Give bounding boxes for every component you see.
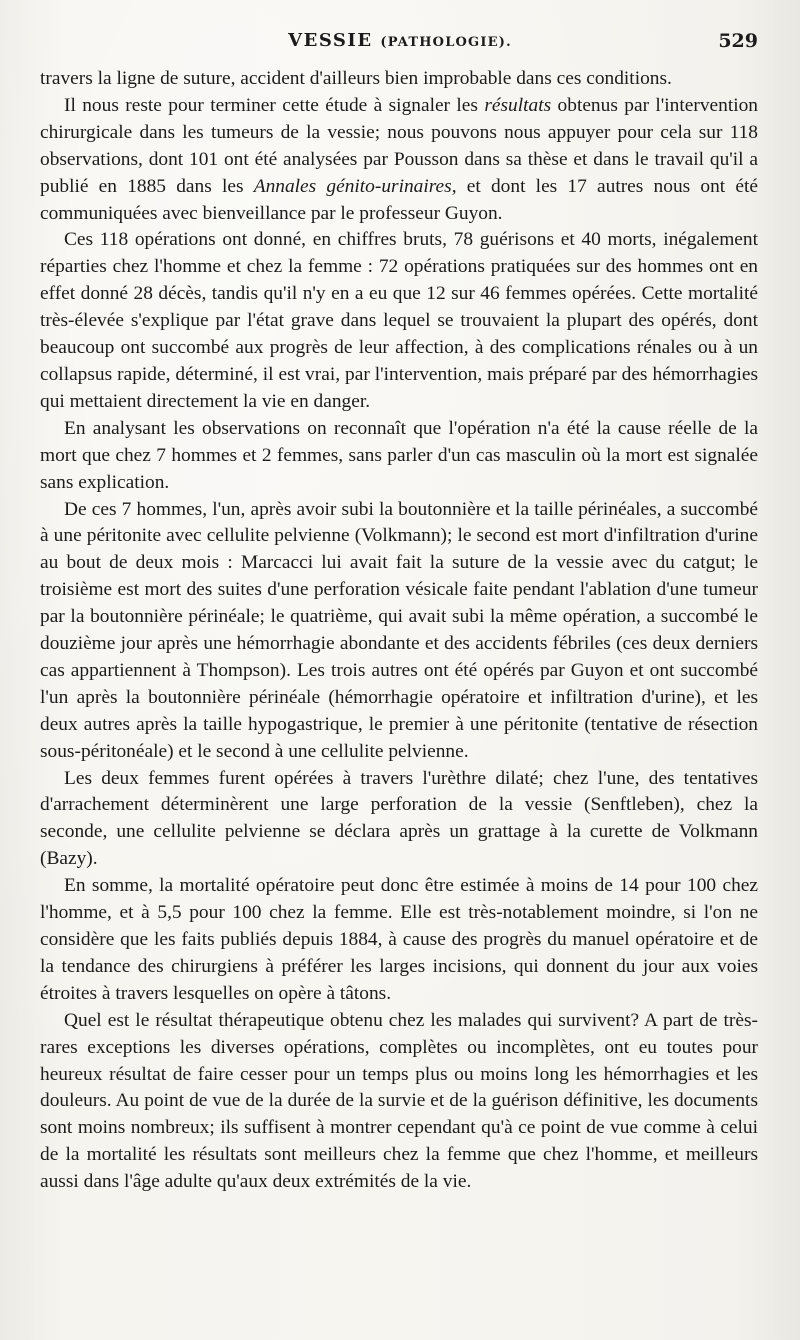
paragraph-text: Il nous reste pour terminer cette étude à signaler les	[64, 94, 485, 116]
paragraph-results-intro	[40, 93, 758, 228]
paragraph-therapeutic-result: Quel est le résultat thérapeutique obtenu chez les malades qui survivent? A part de très-rares exceptions les diverses opérations, complètes ou incomplètes, ont eu toutes pour heureux résultat de faire cesser pour un temps plus ou moins long les hémorrhagies et les douleurs. Au point de vue de la durée de la survie et de la guérison définitive, les documents sont moins nombreux; ils suffisent à montrer cependant qu'à ce point de vue comme à celui de la mortalité les résultats sont meilleurs chez la femme que chez l'homme, et meilleurs aussi dans l'âge adulte qu'aux deux extrémités de la vie.	[40, 1009, 758, 1193]
running-title	[40, 30, 760, 51]
paragraph-continuation: travers la ligne de suture, accident d'ailleurs bien improbable dans ces conditions.	[40, 68, 672, 89]
paragraph-mortality-raw: Ces 118 opérations ont donné, en chiffres bruts, 78 guérisons et 40 morts, inégalement réparties chez l'homme et chez la femme : 72 opérations pratiquées sur des hommes ont en effet donné 28 décès, tandis qu'il n'y en a eu que 12 sur 46 femmes opérées. Cette mortalité très-élevée s'explique par l'état grave dans lequel se trouvaient la plupart des opérés, dont beaucoup ont succombé aux progrès de leur affection, à des complications rénales ou à un collapsus rapide, déterminé, il est vrai, par l'intervention, mais préparé par des hémorrhagies qui mettaient directement la vie en danger.	[40, 229, 758, 412]
paragraph-seven-men: De ces 7 hommes, l'un, après avoir subi la boutonnière et la taille périnéales, a succombé à une péritonite avec cellulite pelvienne (Volkmann); le second est mort d'infiltration d'urine au bout de deux mois : Marcacci lui avait fait la suture de la vessie avec du catgut; le troisième est mort des suites d'une perforation vésicale faite pendant l'ablation d'une tumeur par la boutonnière périnéale; le quatrième, qui avait subi la même opération, a succombé le douzième jour après une hémorrhagie abondante et des accidents fébriles (ces deux derniers cas appartiennent à Thompson). Les trois autres ont été opérés par Guyon et ont succombé l'un après la boutonnière périnéale (hémorrhagie opératoire et infiltration d'urine), et les deux autres après la taille hypogastrique, le premier à une péritonite (tentative de résection sous-péritonéale) et le second à une cellulite pelvienne.	[40, 498, 758, 762]
page-number: 529	[718, 30, 758, 52]
running-title-sub: (PATHOLOGIE).	[380, 35, 512, 50]
italic-term-resultats: résultats	[484, 94, 552, 116]
paragraph-text: , et dont les 17 autres nous ont été communiquées avec bienveillance par le professeur Guyon.	[40, 175, 758, 224]
body-text	[40, 66, 758, 1196]
running-title-main: VESSIE	[288, 30, 373, 51]
paragraph-text: obtenus par l'intervention chirurgicale dans les tumeurs de la vessie; nous pouvons nous appuyer pour cela sur 118 observations, dont 101 ont été analysées par Pousson dans sa thèse et dans le travail qu'il a publié en 1885 dans les	[40, 94, 758, 197]
paragraph-summary-mortality: En somme, la mortalité opératoire peut donc être estimée à moins de 14 pour 100 chez l'homme, et à 5,5 pour 100 chez la femme. Elle est très-notablement moindre, si l'on ne considère que les faits publiés depuis 1884, à cause des progrès du manuel opératoire et de la tendance des chirurgiens à préférer les larges incisions, qui donnent du jour aux voies étroites à travers lesquelles on opère à tâtons.	[40, 875, 758, 1004]
running-header	[40, 30, 760, 58]
italic-journal-title: Annales génito-urinaires	[253, 175, 452, 197]
paragraph-two-women: Les deux femmes furent opérées à travers l'urèthre dilaté; chez l'une, des tentatives d'arrachement déterminèrent une large perforation de la vessie (Senftleben), chez la seconde, une cellulite pelvienne se déclara après un grattage à la curette de Volkmann (Bazy).	[40, 767, 758, 870]
paragraph-operative-cause: En analysant les observations on reconnaît que l'opération n'a été la cause réelle de la mort que chez 7 hommes et 2 femmes, sans parler d'un cas masculin où la mort est signalée sans explication.	[40, 417, 758, 493]
